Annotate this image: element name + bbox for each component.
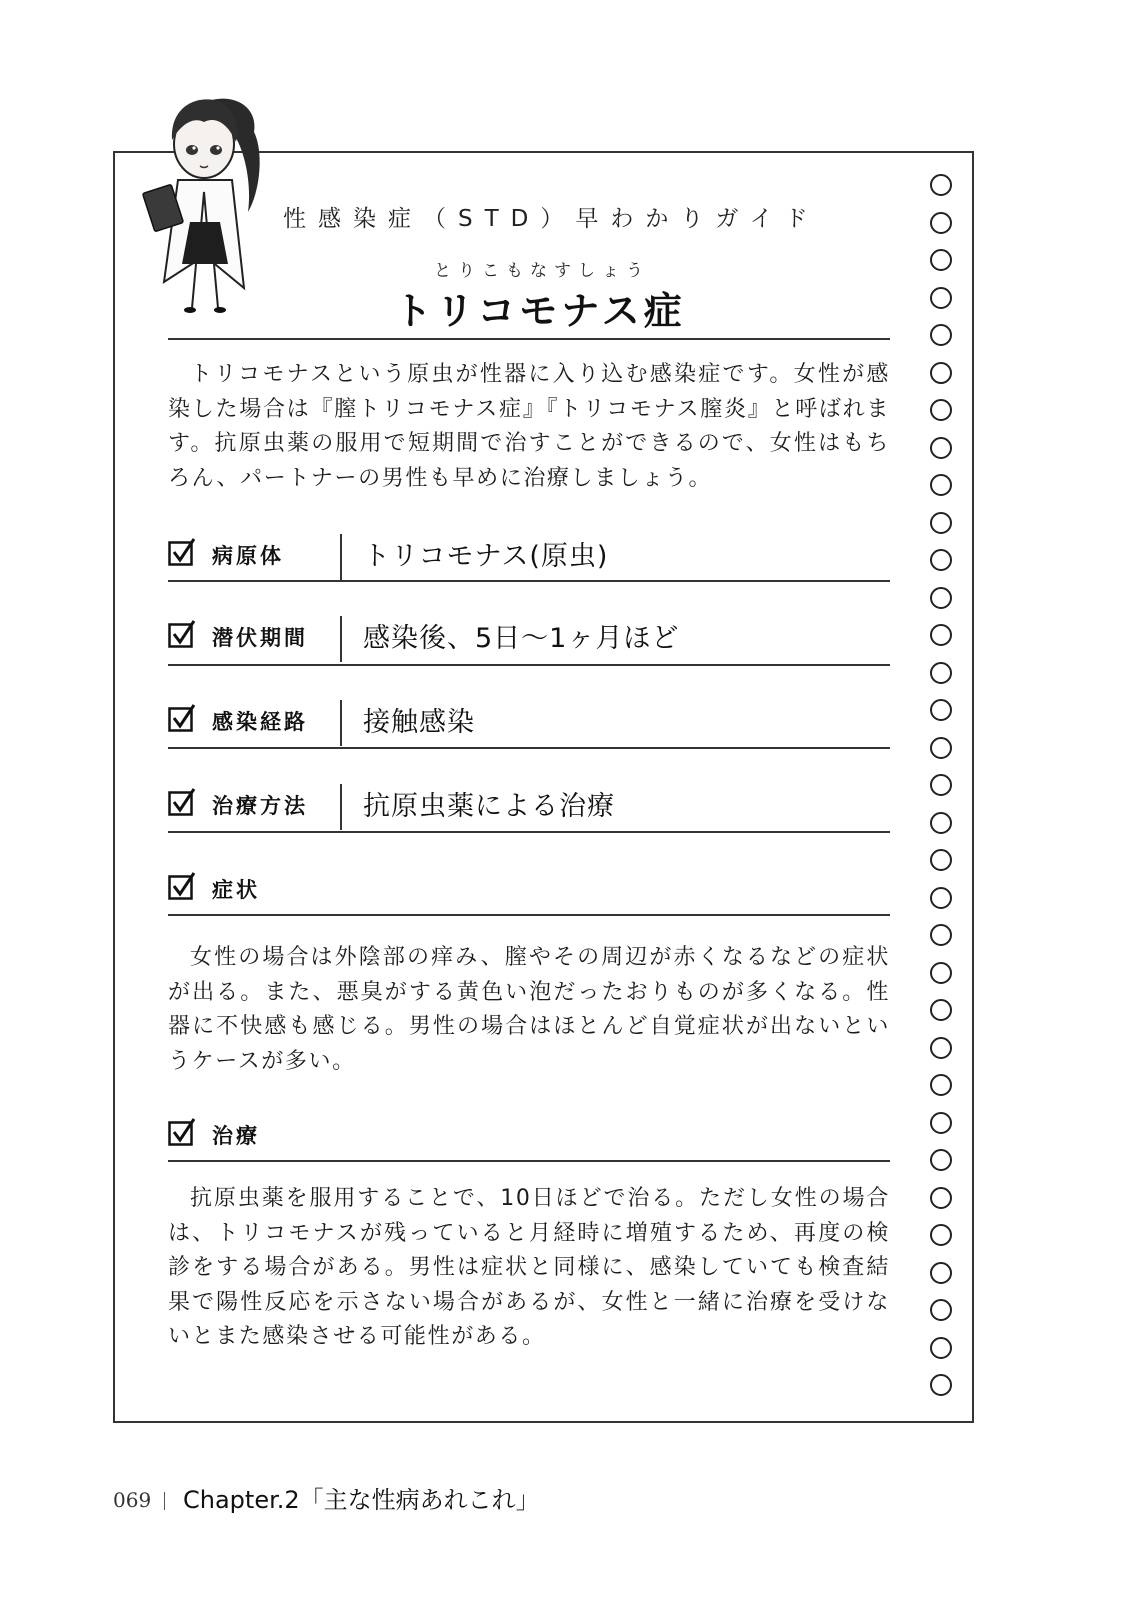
- divider: [168, 580, 890, 582]
- series-title: 性感染症（STD）早わかりガイド: [283, 206, 820, 232]
- fact-separator: [340, 700, 342, 746]
- section-header-symptoms: [168, 868, 890, 914]
- chapter-title: Chapter.2「主な性病あれこれ」: [183, 1486, 540, 1514]
- divider: [168, 664, 890, 666]
- binder-ring-icon: [930, 474, 952, 496]
- divider: [168, 747, 890, 749]
- binder-ring-icon: [930, 1224, 952, 1246]
- treatment-paragraph: 抗原虫薬を服用することで、10日ほどで治る。ただし女性の場合は、トリコモナスが残っていると月経時に増殖するため、再度の検診をする場合がある。男性は症状と同様に、感染していても検査結果で陽性反応を示さない場合があるが、女性と一緒に治療を受けないとまた感染させる可能性がある。: [168, 1186, 890, 1349]
- binder-ring-icon: [930, 887, 952, 909]
- checkbox-checked-icon: [168, 788, 196, 816]
- checkbox-checked-icon: [168, 1118, 196, 1146]
- fact-value: トリコモナス(原虫): [363, 541, 609, 572]
- fact-value: 接触感染: [363, 707, 475, 738]
- fact-label: 潜伏期間: [212, 626, 308, 650]
- binder-ring-icon: [930, 1149, 952, 1171]
- checkbox-checked-icon: [168, 538, 196, 566]
- binder-ring-icon: [930, 812, 952, 834]
- binder-ring-icon: [930, 549, 952, 571]
- page-number: 069: [113, 1488, 152, 1512]
- fact-separator: [340, 784, 342, 830]
- title-ruby: とりこもなすしょう: [434, 261, 650, 281]
- binder-ring-icon: [930, 437, 952, 459]
- fact-separator: [340, 534, 342, 580]
- binder-ring-icon: [930, 324, 952, 346]
- binder-ring-icon: [930, 624, 952, 646]
- checkbox-checked-icon: [168, 704, 196, 732]
- binder-ring-icon: [930, 962, 952, 984]
- divider: [168, 1160, 890, 1162]
- divider: [168, 831, 890, 833]
- checkbox-checked-icon: [168, 620, 196, 648]
- doctor-mascot-illustration: [140, 92, 268, 320]
- binder-ring-icon: [930, 924, 952, 946]
- binder-ring-icon: [930, 849, 952, 871]
- binder-ring-icon: [930, 662, 952, 684]
- divider: [168, 914, 890, 916]
- binder-ring-icon: [930, 737, 952, 759]
- binder-ring-icon: [930, 174, 952, 196]
- binder-ring-icon: [930, 212, 952, 234]
- binder-ring-icon: [930, 287, 952, 309]
- page-title: トリコモナス症: [394, 289, 686, 333]
- fact-row-treatment-method: [168, 784, 890, 830]
- binder-ring-icon: [930, 362, 952, 384]
- binder-ring-icon: [930, 1374, 952, 1396]
- binder-ring-icon: [930, 699, 952, 721]
- binder-ring-icon: [930, 249, 952, 271]
- divider: [168, 338, 890, 340]
- binder-ring-icon: [930, 1187, 952, 1209]
- intro-paragraph: トリコモナスという原虫が性器に入り込む感染症です。女性が感染した場合は『膣トリコモナス症』『トリコモナス膣炎』と呼ばれます。抗原虫薬の服用で短期間で治すことができるので、女性はもちろん、パートナーの男性も早めに治療しましょう。: [168, 362, 890, 491]
- binder-ring-icon: [930, 1262, 952, 1284]
- binder-ring-icon: [930, 1337, 952, 1359]
- binder-rings: [930, 174, 960, 1412]
- section-label: 治療: [212, 1124, 260, 1148]
- checkbox-checked-icon: [168, 872, 196, 900]
- fact-separator: [340, 616, 342, 662]
- fact-row-pathogen: [168, 534, 890, 580]
- section-header-treatment: [168, 1114, 890, 1160]
- fact-value: 感染後、5日〜1ヶ月ほど: [363, 623, 680, 654]
- footer-separator: [164, 1492, 165, 1510]
- binder-ring-icon: [930, 1112, 952, 1134]
- fact-value: 抗原虫薬による治療: [363, 791, 615, 822]
- symptoms-paragraph: 女性の場合は外陰部の痒み、膣やその周辺が赤くなるなどの症状が出る。また、悪臭がする黄色い泡だったおりものが多くなる。性器に不快感も感じる。男性の場合はほとんど自覚症状が出ないというケースが多い。: [168, 945, 890, 1074]
- binder-ring-icon: [930, 1299, 952, 1321]
- fact-label: 感染経路: [212, 710, 308, 734]
- fact-row-route: [168, 700, 890, 746]
- binder-ring-icon: [930, 1074, 952, 1096]
- binder-ring-icon: [930, 587, 952, 609]
- section-label: 症状: [212, 878, 260, 902]
- binder-ring-icon: [930, 399, 952, 421]
- binder-ring-icon: [930, 774, 952, 796]
- fact-label: 病原体: [212, 544, 284, 568]
- binder-ring-icon: [930, 1037, 952, 1059]
- binder-ring-icon: [930, 999, 952, 1021]
- fact-row-incubation: [168, 616, 890, 662]
- fact-label: 治療方法: [212, 794, 308, 818]
- binder-ring-icon: [930, 512, 952, 534]
